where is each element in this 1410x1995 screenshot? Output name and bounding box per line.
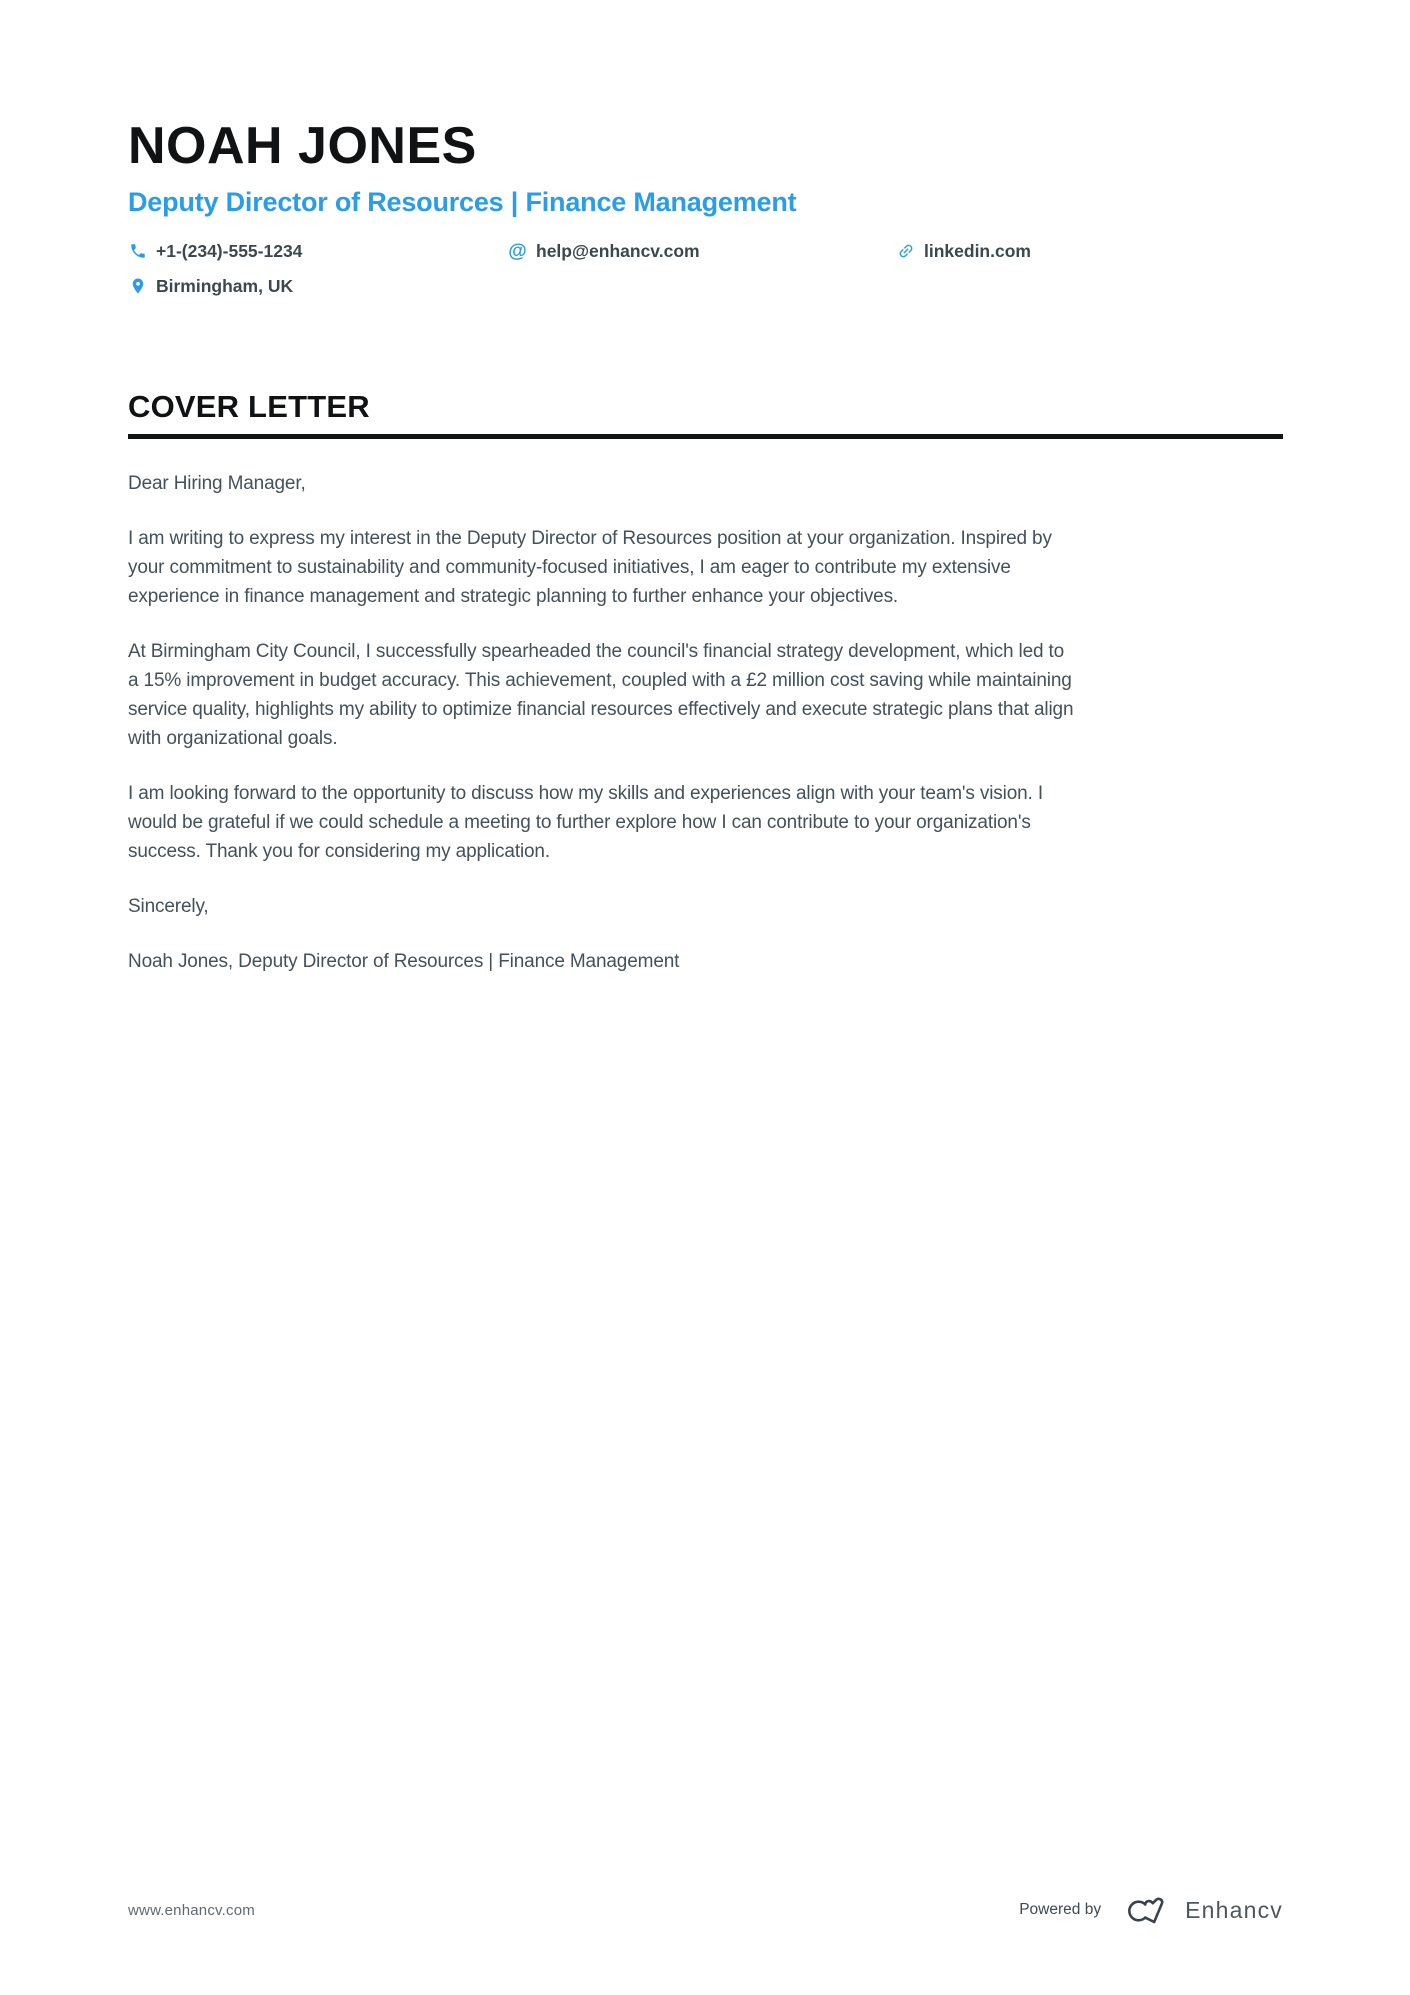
signature: Noah Jones, Deputy Director of Resources | Finance Management xyxy=(128,950,680,972)
contact-phone xyxy=(128,241,508,262)
email-address[interactable]: help@enhancv.com xyxy=(536,240,700,261)
cover-letter-section xyxy=(128,389,1283,976)
contact-linkedin[interactable] xyxy=(896,241,1283,262)
linkedin-url[interactable]: linkedin.com xyxy=(924,240,1031,261)
letter-paragraph: At Birmingham City Council, I successfully spearheaded the council's financial strategy development, which led to a 15% improvement in budget accuracy. This achievement, coupled with a £2 million cost saving while maintaining service quality, highlights my ability to optimize financial resources effectively and execute strategic plans that align with organizational goals. xyxy=(128,640,1074,749)
contact-location xyxy=(128,276,508,297)
enhancv-logo-icon xyxy=(1125,1895,1171,1925)
location-pin-icon xyxy=(128,277,147,296)
letter-paragraph: I am looking forward to the opportunity to discuss how my skills and experiences align with your team's vision. I would be grateful if we could schedule a meeting to further explore how I can contribute to your organization's success. Thank you for considering my application. xyxy=(128,782,1043,862)
contact-email[interactable] xyxy=(508,241,896,262)
candidate-name: NOAH JONES xyxy=(128,117,477,175)
link-icon xyxy=(896,242,915,261)
contact-info xyxy=(128,241,1283,297)
powered-by xyxy=(1019,1895,1283,1925)
closing: Sincerely, xyxy=(128,895,209,917)
letter-paragraph: I am writing to express my interest in the Deputy Director of Resources position at your organization. Inspired by your commitment to sustainability and community-focused initiatives, I am eager to contribute my extensive experience in finance management and strategic planning to further enhance your objectives. xyxy=(128,527,1052,607)
phone-number: +1-(234)-555-1234 xyxy=(156,240,303,261)
letter-body xyxy=(128,469,1076,976)
location-text: Birmingham, UK xyxy=(156,275,294,296)
enhancv-wordmark: Enhancv xyxy=(1185,1896,1283,1923)
powered-by-label: Powered by xyxy=(1019,1901,1102,1918)
at-icon: @ xyxy=(508,240,527,262)
phone-icon xyxy=(128,242,147,261)
header xyxy=(128,118,1283,297)
salutation: Dear Hiring Manager, xyxy=(128,472,306,494)
section-heading: COVER LETTER xyxy=(128,389,1283,439)
footer-website-link[interactable]: www.enhancv.com xyxy=(128,1901,255,1919)
job-title: Deputy Director of Resources | Finance Management xyxy=(128,187,797,218)
footer xyxy=(128,1895,1283,1925)
